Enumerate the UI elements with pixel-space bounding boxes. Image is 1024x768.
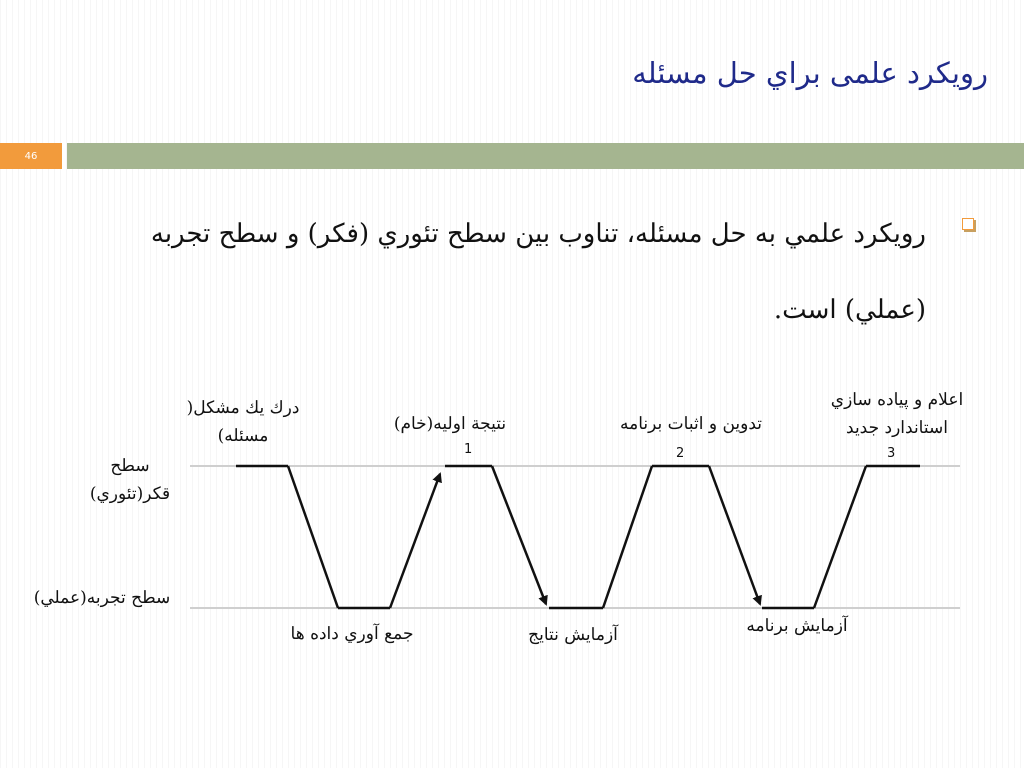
level-top-line-1: سطح (110, 456, 150, 476)
diagonal-down-2 (709, 466, 760, 604)
diagonal-up-2 (814, 466, 866, 608)
top-step-3-line-1: اعلام و پياده سازي (830, 390, 964, 410)
top-step-0-line-1: درك يك مشكل( (186, 398, 300, 418)
diagonal-up-1 (603, 466, 652, 608)
bottom-step-label-0: جمع آوري داده ها (290, 624, 414, 644)
top-step-label-1: نتيجة اوليه(خام) (393, 414, 507, 434)
bullet-text: رويكرد علمي به حل مسئله، تناوب بين سطح تئوري (فكر) و سطح تجربه (عملي) است. (150, 219, 926, 325)
diagonal-up-0 (390, 474, 440, 608)
level-bottom-label: سطح تجربه(عملي) (33, 588, 171, 608)
bottom-step-label-2: آزمايش برنامه (746, 616, 848, 636)
level-top-line-2: قكر(تئوري) (89, 484, 171, 504)
top-step-label-2: تدوين و اثبات برنامه (620, 414, 762, 434)
diagonal-down-0 (288, 466, 338, 608)
page-number: 46 (0, 143, 62, 169)
top-step-number-2: 2 (676, 446, 685, 461)
bottom-step-label-1: آزمايش نتايج (528, 625, 618, 645)
top-step-number-3: 3 (887, 446, 896, 461)
top-step-number-1: 1 (464, 442, 473, 457)
top-step-0-line-2: مسئله) (217, 426, 269, 446)
slide-title: رويكرد علمی براي حل مسئله (632, 56, 988, 90)
diagonal-down-1 (492, 466, 546, 604)
top-step-3-line-2: استاندارد جديد (846, 418, 948, 438)
